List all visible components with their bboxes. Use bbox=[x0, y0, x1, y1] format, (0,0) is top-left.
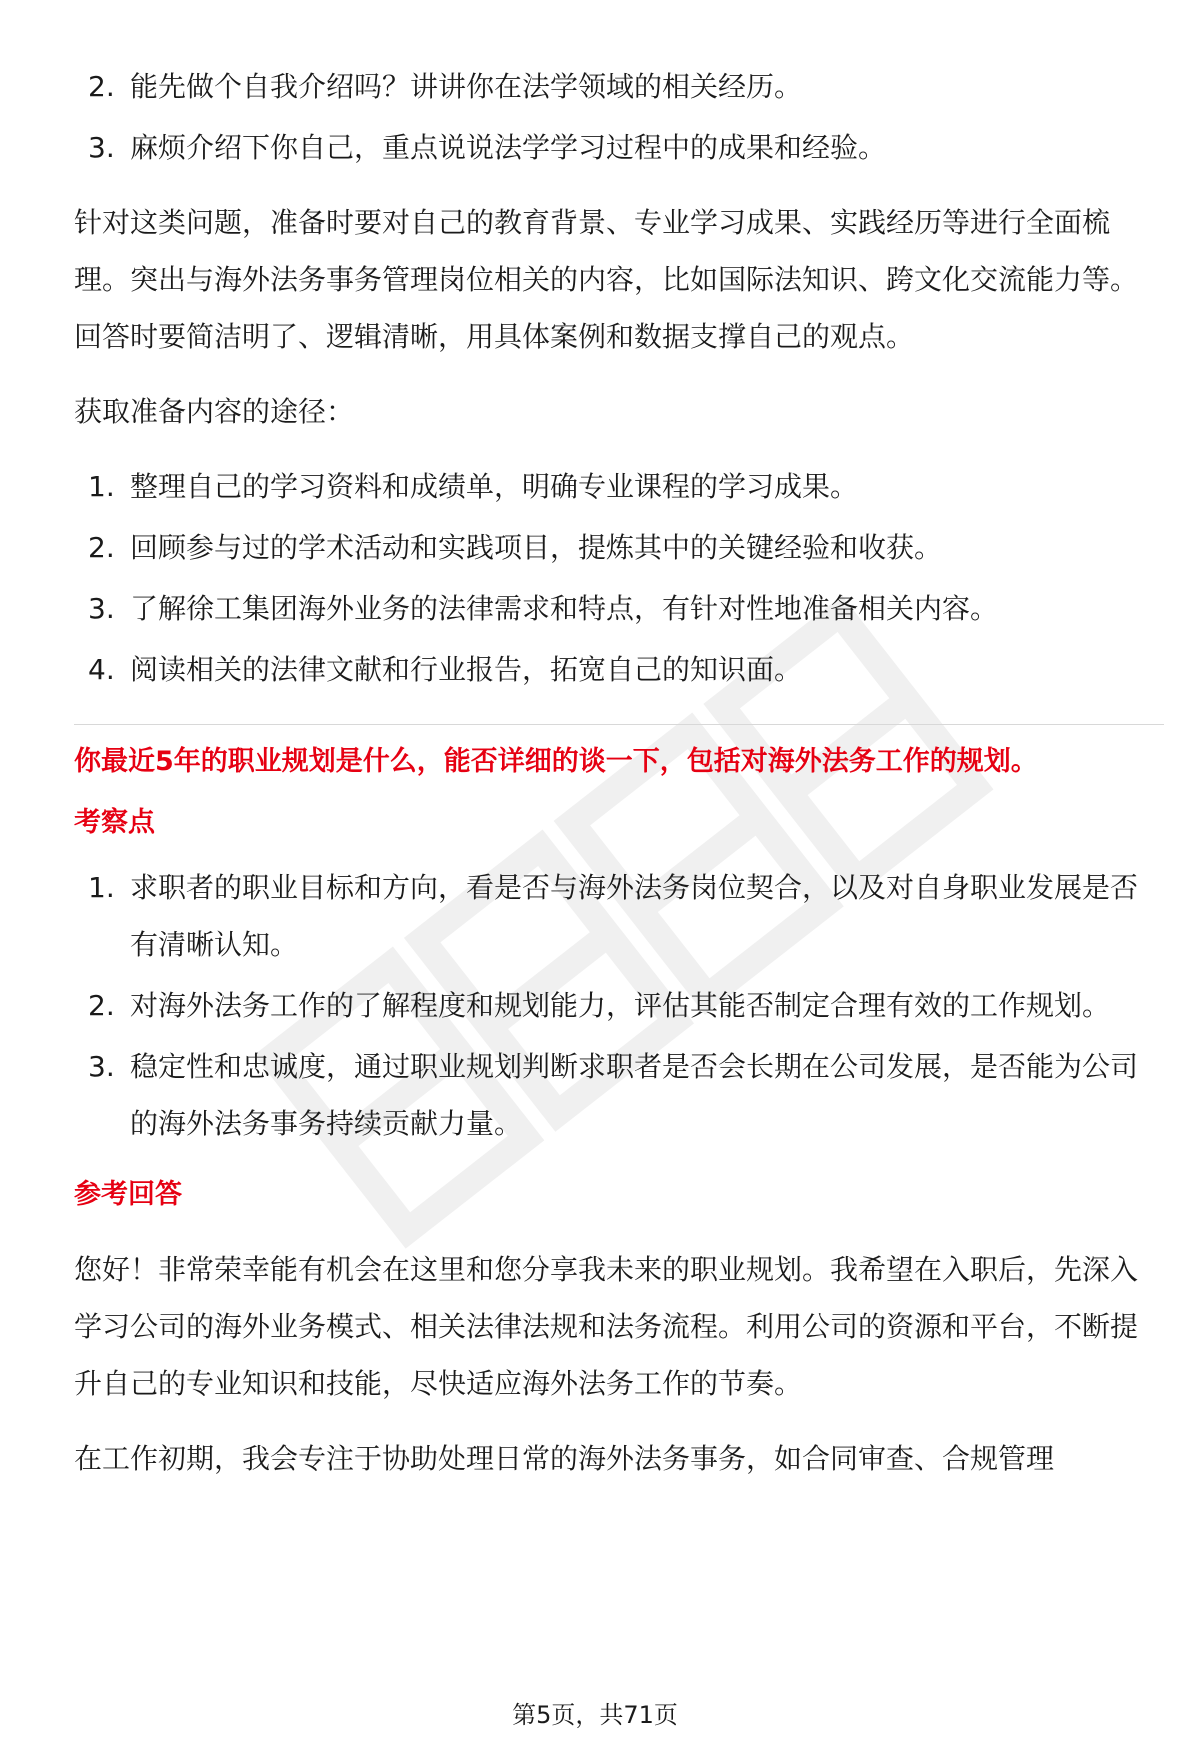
list-number: 4. bbox=[88, 653, 115, 686]
document-body bbox=[74, 58, 1164, 1505]
list-number: 2. bbox=[88, 531, 115, 564]
list-text: 麻烦介绍下你自己，重点说说法学学习过程中的成果和经验。 bbox=[130, 131, 887, 164]
page-number: 第5页，共71页 bbox=[512, 1701, 678, 1729]
list-item bbox=[74, 1038, 1164, 1152]
list-number: 3. bbox=[88, 131, 115, 164]
assessment-points-list bbox=[74, 859, 1164, 1152]
list-number: 3. bbox=[88, 592, 115, 625]
list-text: 能先做个自我介绍吗？讲讲你在法学领域的相关经历。 bbox=[130, 70, 803, 103]
list-item bbox=[74, 519, 1164, 576]
list-text: 阅读相关的法律文献和行业报告，拓宽自己的知识面。 bbox=[130, 653, 803, 686]
list-text: 了解徐工集团海外业务的法律需求和特点，有针对性地准备相关内容。 bbox=[130, 592, 999, 625]
list-text: 回顾参与过的学术活动和实践项目，提炼其中的关键经验和收获。 bbox=[130, 531, 943, 564]
list-number: 2. bbox=[88, 70, 115, 103]
section-divider bbox=[74, 724, 1164, 725]
list-number: 3. bbox=[88, 1050, 115, 1083]
list-number: 1. bbox=[88, 871, 115, 904]
list-text: 整理自己的学习资料和成绩单，明确专业课程的学习成果。 bbox=[130, 470, 859, 503]
channels-list bbox=[74, 458, 1164, 698]
list-text: 对海外法务工作的了解程度和规划能力，评估其能否制定合理有效的工作规划。 bbox=[130, 989, 1111, 1022]
list-item bbox=[74, 58, 1164, 115]
list-item bbox=[74, 641, 1164, 698]
list-item bbox=[74, 859, 1164, 973]
reference-answer-label: 参考回答 bbox=[74, 1179, 182, 1210]
list-item bbox=[74, 580, 1164, 637]
list-number: 2. bbox=[88, 989, 115, 1022]
intro-question-list bbox=[74, 58, 1164, 176]
list-item bbox=[74, 119, 1164, 176]
channels-heading: 获取准备内容的途径： bbox=[74, 395, 355, 428]
answer-paragraph: 您好！非常荣幸能有机会在这里和您分享我未来的职业规划。我希望在入职后，先深入学习公司的海外业务模式、相关法律法规和法务流程。利用公司的资源和平台，不断提升自己的专业知识和技能，尽快适应海外法务工作的节奏。 bbox=[74, 1253, 1139, 1400]
list-item bbox=[74, 458, 1164, 515]
list-text: 稳定性和忠诚度，通过职业规划判断求职者是否会长期在公司发展，是否能为公司的海外法务事务持续贡献力量。 bbox=[130, 1050, 1139, 1140]
answer-paragraph: 在工作初期，我会专注于协助处理日常的海外法务事务，如合同审查、合规管理 bbox=[74, 1442, 1055, 1475]
interview-question: 你最近5年的职业规划是什么，能否详细的谈一下，包括对海外法务工作的规划。 bbox=[74, 746, 1038, 777]
list-number: 1. bbox=[88, 470, 115, 503]
preparation-paragraph: 针对这类问题，准备时要对自己的教育背景、专业学习成果、实践经历等进行全面梳理。突出与海外法务事务管理岗位相关的内容，比如国际法知识、跨文化交流能力等。回答时要简洁明了、逻辑清晰，用具体案例和数据支撑自己的观点。 bbox=[74, 206, 1139, 353]
list-item bbox=[74, 977, 1164, 1034]
list-text: 求职者的职业目标和方向，看是否与海外法务岗位契合，以及对自身职业发展是否有清晰认知。 bbox=[130, 871, 1139, 961]
assessment-points-label: 考察点 bbox=[74, 807, 155, 838]
